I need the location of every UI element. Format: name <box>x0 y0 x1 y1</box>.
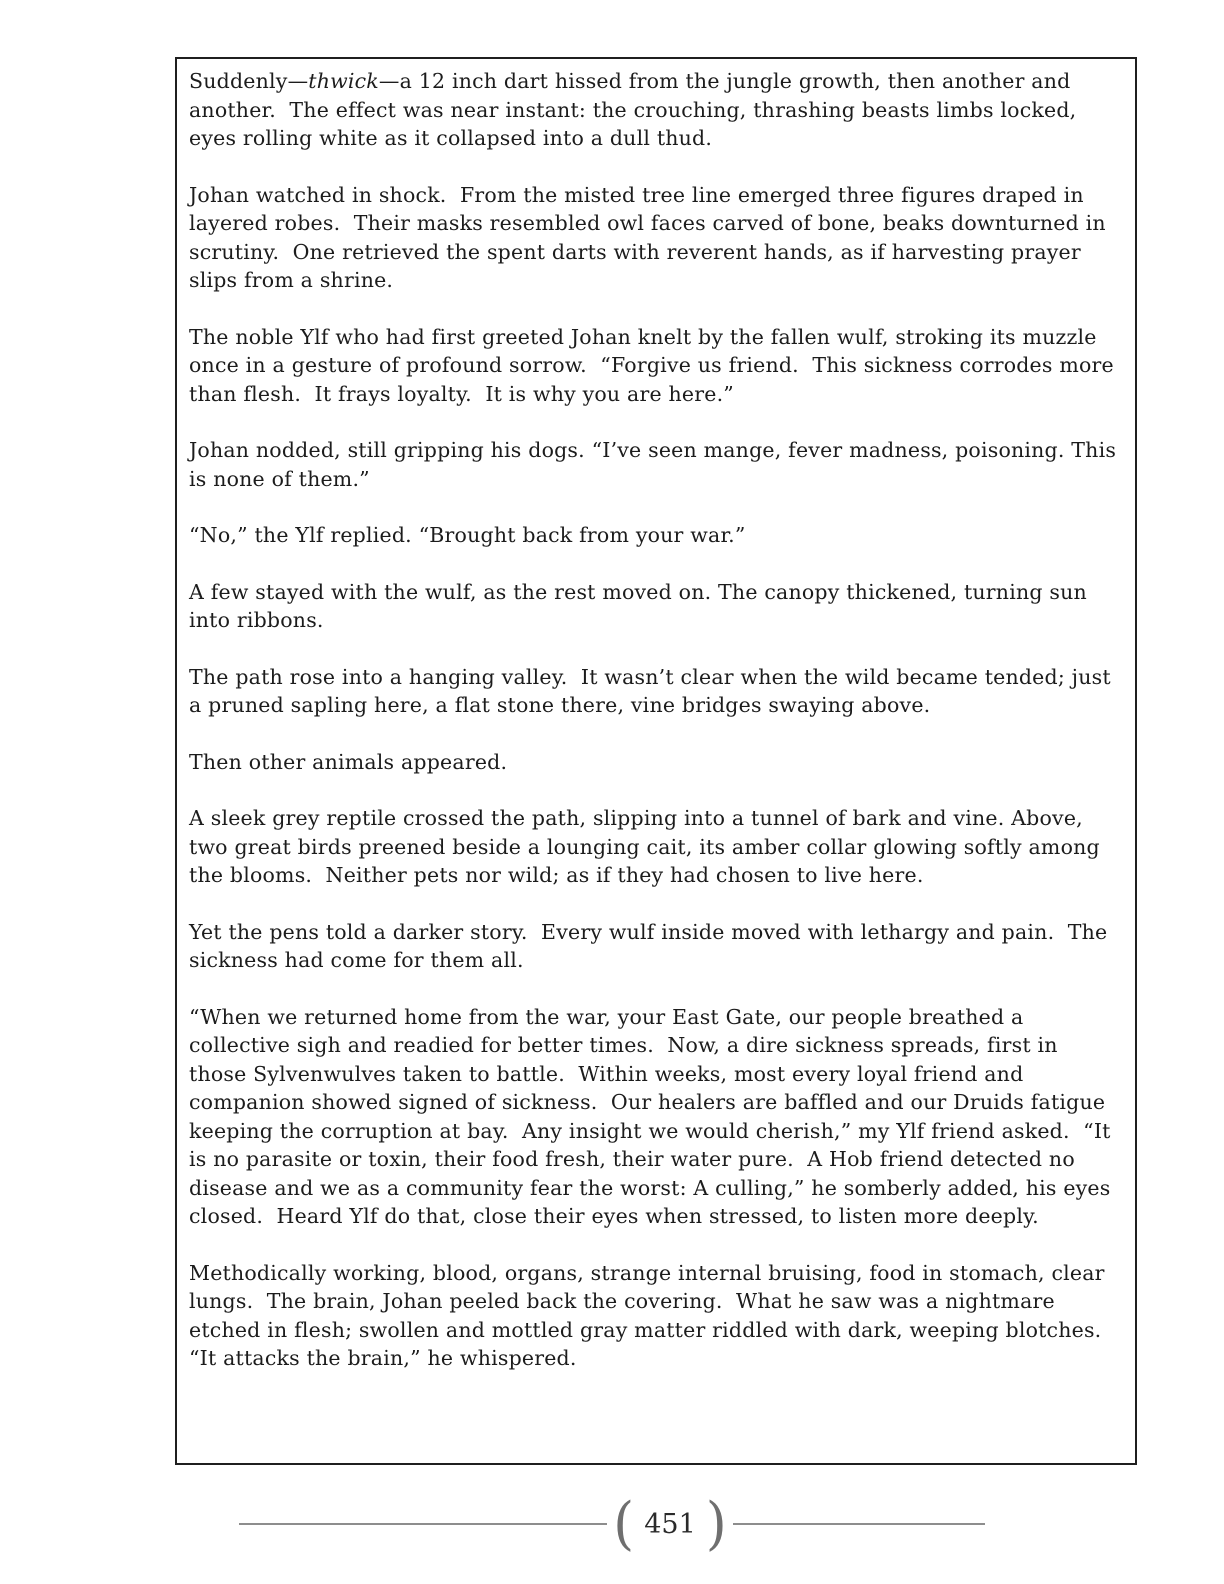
paragraph <box>189 323 1121 409</box>
paragraph <box>189 67 1121 153</box>
text-run: “No,” the Ylf replied. “Brought back from your war.” <box>189 523 746 547</box>
paragraph <box>189 804 1121 890</box>
paragraph <box>189 1003 1121 1231</box>
footer-rule-right <box>733 1523 985 1525</box>
paragraph <box>189 1259 1121 1373</box>
text-run: Then other animals appeared. <box>189 749 508 774</box>
paragraph <box>189 521 1121 550</box>
text-run: Yet the pens told a darker story. Every wulf inside moved with lethargy and pain. The sickness had come for them all. <box>189 919 1115 972</box>
text-run: The path rose into a hanging valley. It wasn’t clear when the wild became tended; just a pruned sapling here, a flat stone there, vine bridges swaying above. <box>189 664 1118 717</box>
italic-text-run: thwick <box>308 69 379 93</box>
page-footer <box>0 1492 1224 1556</box>
text-run: The noble Ylf who had first greeted Johan knelt by the fallen wulf, stroking its muzzle once in a gesture of profound sorrow. “Forgive us friend. This sickness corrodes more than flesh. It frays loyalty. It is why you are here.” <box>189 324 1121 406</box>
page-number: 451 <box>644 1508 696 1540</box>
paragraph <box>189 748 1121 777</box>
paragraph <box>189 578 1121 635</box>
text-run: “When we returned home from the war, your East Gate, our people breathed a collective sigh and readied for better times. Now, a dire sickness spreads, first in those Sylvenwulves taken to battle. Within weeks, most every loyal friend and companion showed signed of sickness. Our healers are baffled and our Druids fatigue keeping the corruption at bay. Any insight we would cherish,” my Ylf friend asked. “It is no parasite or toxin, their food fresh, their water pure. A Hob friend detected no disease and we as a community fear the worst: A culling,” he somberly added, his eyes closed. Heard Ylf do that, close their eyes when stressed, to listen more deeply. <box>189 1004 1118 1228</box>
paragraph <box>189 181 1121 295</box>
footer-bracket-right-icon: ) <box>705 1490 727 1557</box>
footer-rule-left <box>239 1523 607 1525</box>
paragraph <box>189 436 1121 493</box>
text-run: Suddenly— <box>189 69 309 93</box>
paragraph <box>189 663 1121 720</box>
text-frame <box>175 57 1137 1465</box>
text-run: A sleek grey reptile crossed the path, slipping into a tunnel of bark and vine. Above, two great birds preened beside a lounging cait, its amber collar glowing softly among the blooms. Neither pets nor wild; as if they had chosen to live here. <box>189 806 1107 887</box>
footer-bracket-left-icon: ( <box>613 1490 635 1557</box>
text-run: —a 12 inch dart hissed from the jungle growth, then another and another. The effect was near instant: the crouching, thrashing beasts limbs locked, eyes rolling white as it collapsed into a dull thud. <box>189 69 1084 150</box>
text-run: Johan nodded, still gripping his dogs. “I’ve seen mange, fever madness, poisoning. This is none of them.” <box>189 438 1123 491</box>
text-run: A few stayed with the wulf, as the rest moved on. The canopy thickened, turning sun into ribbons. <box>189 579 1094 632</box>
text-run: Methodically working, blood, organs, strange internal bruising, food in stomach, clear lungs. The brain, Johan peeled back the covering. What he saw was a nightmare etched in flesh; swollen and mottled gray matter riddled with dark, weeping blotches. “It attacks the brain,” he whispered. <box>189 1260 1115 1370</box>
text-run: Johan watched in shock. From the misted tree line emerged three figures draped in layered robes. Their masks resembled owl faces carved of bone, beaks downturned in scrutiny. One retrieved the spent darts with reverent hands, as if harvesting prayer slips from a shrine. <box>189 182 1113 292</box>
paragraph <box>189 918 1121 975</box>
